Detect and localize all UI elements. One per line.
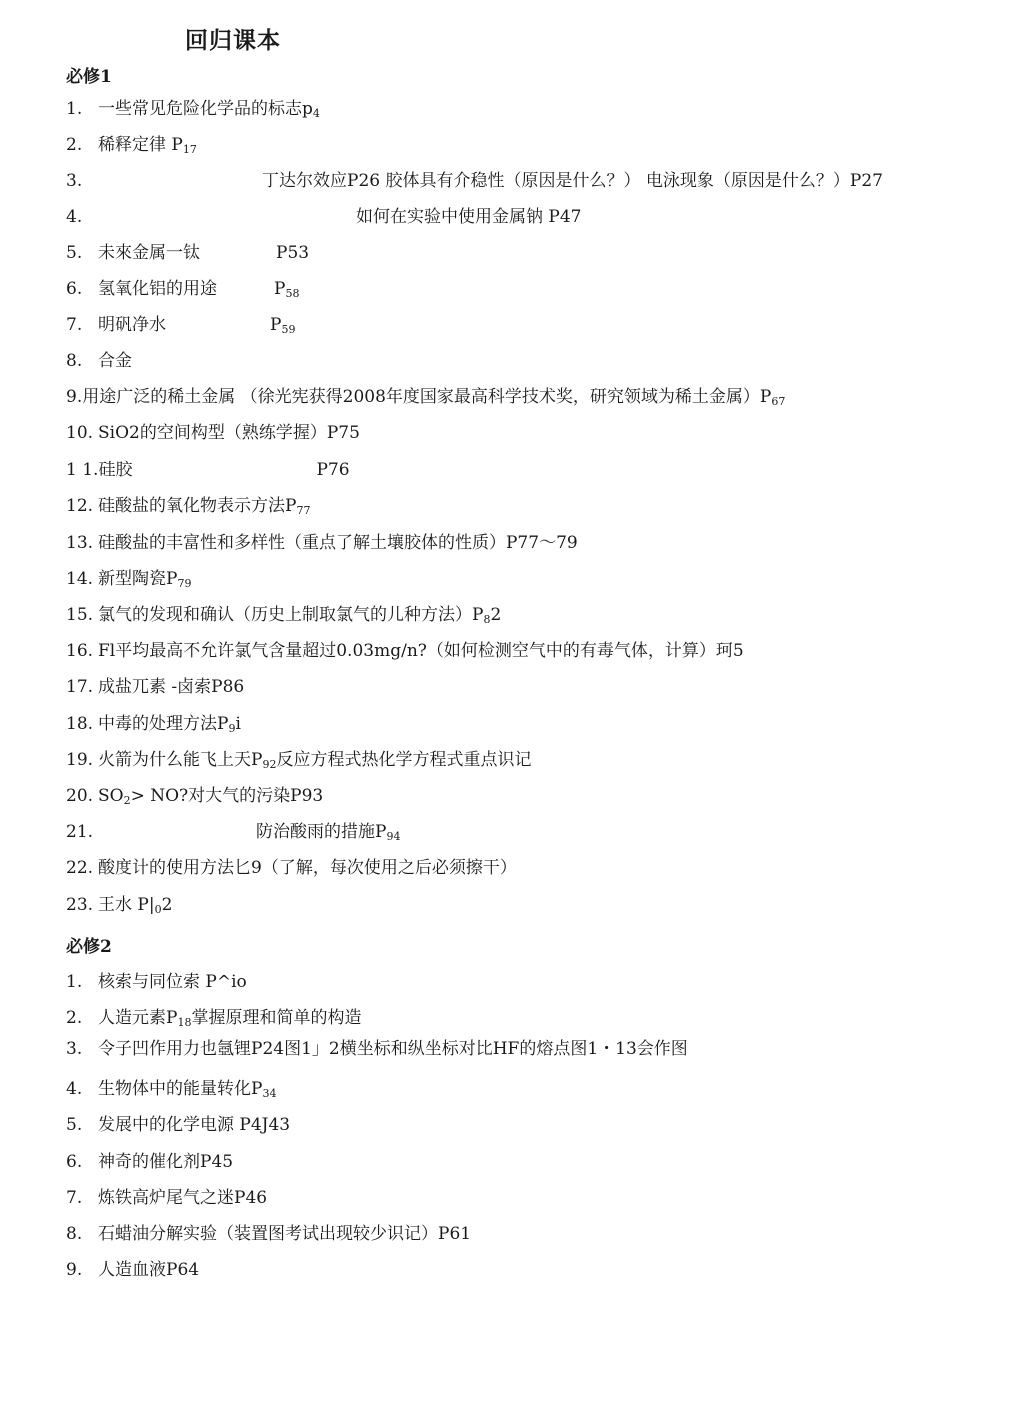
item-text: 防治酸雨的措施P — [256, 822, 387, 842]
item-number: 14. — [66, 569, 94, 589]
item-subscript: 9 — [228, 722, 236, 735]
section1-heading: 必修1 — [66, 67, 112, 87]
item-number: 10. — [66, 423, 94, 443]
list-item — [66, 568, 191, 595]
item-text: 核索与同位索 P^io — [98, 972, 247, 992]
item-subscript: 8 — [483, 613, 491, 626]
item-text: 成盐兀素 -卤索P86 — [98, 677, 245, 697]
item-subscript: 67 — [771, 395, 786, 408]
list-item — [66, 1007, 361, 1034]
list-item — [66, 134, 197, 161]
item-text: 稀释定律 P — [98, 135, 183, 155]
item-text: SiO2的空间构型（熟练学握）P75 — [98, 423, 360, 443]
item-number: 1. — [66, 972, 83, 992]
item-subscript: 2 — [123, 794, 131, 807]
item-text: 人造元素P — [98, 1008, 178, 1028]
item-text: 硅胶 — [98, 460, 133, 480]
item-text: 石蜡油分解实验（装置图考试出现较少识记）P61 — [98, 1224, 472, 1244]
item-text-after: 2 — [161, 895, 173, 915]
item-number: 17. — [66, 677, 94, 697]
item-text: 用途广泛的稀土金属 （徐光宪获得2008年度国家最高科学技术奖，研究领域为稀土金属）P — [82, 387, 772, 407]
item-subscript: 18 — [177, 1016, 192, 1029]
item-text-after: 反应方程式热化学方程式重点识记 — [276, 750, 532, 770]
list-item — [66, 314, 295, 341]
item-subscript: 0 — [154, 903, 162, 916]
list-item — [66, 749, 531, 776]
list-item — [66, 713, 241, 740]
item-number: 6. — [66, 1152, 83, 1172]
item-text: 神奇的催化剂P45 — [98, 1152, 234, 1172]
item-text: 合金 — [98, 351, 132, 371]
list-item — [66, 386, 785, 413]
item-text-after: 2 — [490, 605, 502, 625]
item-number: 13. — [66, 533, 94, 553]
item-number: 3. — [66, 171, 83, 191]
item-number: 6. — [66, 279, 83, 299]
item-text: 新型陶瓷P — [98, 569, 178, 589]
item-number: 3. — [66, 1039, 83, 1059]
list-item — [66, 1223, 471, 1245]
item-text: 如何在实验中使用金属钠 P47 — [356, 207, 582, 227]
list-item — [66, 1187, 267, 1209]
item-text: 硅酸盐的丰富性和多样性（重点了解土壤胶体的性质）P77〜79 — [98, 533, 578, 553]
list-item — [66, 459, 350, 481]
item-page: P — [274, 279, 286, 299]
item-number: 12. — [66, 496, 94, 516]
item-text: 一些常见危险化学品的标志p — [98, 99, 313, 119]
item-text: 氯气的发现和确认（历史上制取氯气的儿种方法）P — [98, 605, 484, 625]
item-number: 8. — [66, 351, 83, 371]
list-item — [66, 532, 578, 554]
item-page: P76 — [316, 460, 350, 480]
item-number: 5. — [66, 1115, 83, 1135]
item-subscript: 92 — [262, 758, 277, 771]
item-page: P53 — [276, 243, 310, 263]
item-page: P — [270, 315, 282, 335]
page-title: 回归课本 — [185, 28, 281, 54]
item-text: 丁达尔效应P26 胶体具有介稳性（原因是什么？） 电泳现象（原因是什么？）P27 — [262, 171, 883, 191]
item-number: 9. — [66, 387, 83, 407]
item-text-after: i — [235, 714, 241, 734]
list-item — [66, 495, 310, 522]
item-text: 中毒的处理方法P — [98, 714, 229, 734]
item-text: 火箭为什么能飞上天P — [98, 750, 263, 770]
list-item — [66, 894, 172, 921]
list-item — [66, 1259, 199, 1281]
item-subscript: 59 — [281, 323, 296, 336]
item-subscript: 94 — [386, 830, 401, 843]
item-subscript: 34 — [262, 1087, 277, 1100]
item-number: 1 1. — [66, 460, 99, 480]
list-item — [66, 604, 501, 631]
item-text: 未來金属一钛 — [98, 243, 200, 263]
item-text: 氢氧化铝的用途 — [98, 279, 217, 299]
item-number: 16. — [66, 641, 94, 661]
list-item — [66, 785, 323, 812]
list-item — [66, 1114, 290, 1136]
item-number: 1. — [66, 99, 83, 119]
item-number: 7. — [66, 315, 83, 335]
list-item — [66, 1151, 233, 1173]
item-number: 2. — [66, 135, 83, 155]
item-text: 令子凹作用力也氬锂P24图1」2横坐标和纵坐标对比HF的熔点图1・13会作图 — [98, 1039, 688, 1059]
item-text-after: > NO?对大气的污染P93 — [130, 786, 324, 806]
item-number: 21. — [66, 822, 94, 842]
item-number: 8. — [66, 1224, 83, 1244]
item-number: 4. — [66, 207, 83, 227]
list-item — [66, 1038, 688, 1060]
item-text: 酸度计的使用方法匕9（了解，每次使用之后必须擦干） — [98, 858, 517, 878]
item-number: 15. — [66, 605, 94, 625]
item-text: 王水 P| — [98, 895, 155, 915]
item-number: 23. — [66, 895, 94, 915]
section2-heading: 必修2 — [66, 937, 112, 957]
item-number: 7. — [66, 1188, 83, 1208]
item-text: 发展中的化学电源 P4J43 — [98, 1115, 291, 1135]
list-item — [66, 278, 299, 305]
item-subscript: 4 — [312, 107, 320, 120]
item-text: 明矾净水 — [98, 315, 166, 335]
item-subscript: 79 — [177, 577, 192, 590]
list-item — [66, 971, 247, 993]
list-item — [66, 206, 581, 228]
item-text: 硅酸盐的氧化物表示方法P — [98, 496, 297, 516]
item-number: 2. — [66, 1008, 83, 1028]
item-number: 19. — [66, 750, 94, 770]
list-item — [66, 857, 517, 879]
item-text: 生物体中的能量转化P — [98, 1079, 263, 1099]
item-number: 5. — [66, 243, 83, 263]
list-item — [66, 422, 360, 444]
list-item — [66, 242, 309, 264]
item-text: 炼铁高炉尾气之迷P46 — [98, 1188, 268, 1208]
list-item — [66, 676, 244, 698]
item-text: SO — [98, 786, 124, 806]
list-item — [66, 170, 883, 192]
item-number: 18. — [66, 714, 94, 734]
item-text-after: 掌握原理和简单的构造 — [191, 1008, 362, 1028]
item-number: 20. — [66, 786, 94, 806]
item-text: 人造血液P64 — [98, 1260, 200, 1280]
item-subscript: 58 — [285, 287, 300, 300]
item-subscript: 77 — [296, 504, 311, 517]
item-number: 22. — [66, 858, 94, 878]
list-item — [66, 821, 400, 848]
list-item — [66, 640, 744, 662]
item-subscript: 17 — [182, 143, 197, 156]
item-number: 4. — [66, 1079, 83, 1099]
item-text: Fl平均最高不允许氯气含量超过0.03mg/n?（如何检测空气中的有毒气体，计算）珂5 — [98, 641, 744, 661]
item-number: 9. — [66, 1260, 83, 1280]
list-item — [66, 1078, 276, 1105]
list-item — [66, 98, 320, 125]
list-item — [66, 350, 132, 372]
